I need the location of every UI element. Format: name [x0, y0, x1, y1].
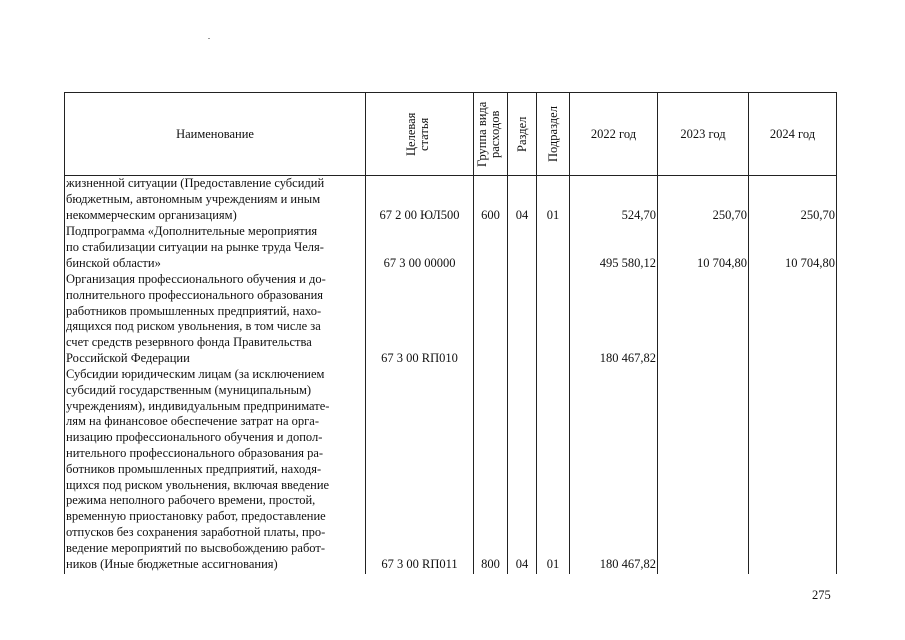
header-2024-label: 2024 год [769, 126, 816, 141]
header-section [508, 92, 536, 175]
name-line: бюджетным, автономным учреждениям и иным [66, 191, 321, 206]
row-section: 04 [515, 208, 529, 222]
row-target-article: 67 3 00 RП011 [381, 557, 458, 571]
header-expense-group [474, 92, 507, 175]
row-expense-group: 800 [481, 557, 500, 571]
name-line: Субсидии юридическим лицам (за исключением [66, 367, 325, 381]
row-target-article: 67 3 00 00000 [383, 256, 456, 270]
scan-speck [208, 38, 210, 39]
name-line: учреждениям), индивидуальным предпринимате- [66, 398, 330, 413]
name-line: Подпрограмма «Дополнительные мероприятия [66, 224, 318, 238]
header-name [65, 92, 365, 175]
name-line: бинской области» [66, 255, 161, 270]
row-expense-group: 600 [481, 208, 500, 222]
name-line: субсидий государственным (муниципальным) [66, 382, 312, 397]
header-name-label: Наименование [176, 126, 254, 141]
header-subsection-label: Подраздел [545, 105, 560, 162]
name-line: лям на финансовое обеспечение затрат на орга- [66, 414, 319, 429]
name-line: нительного профессионального образования ра- [66, 445, 324, 460]
name-line: отпусков без сохранения заработной платы, про- [66, 524, 326, 539]
row-2024: 250,70 [800, 208, 835, 222]
page-number: 275 [812, 588, 831, 602]
header-expense-group-label: Группа вида расходов [474, 100, 502, 167]
name-line: Российской Федерации [66, 350, 190, 365]
name-line: ников (Иные бюджетные ассигнования) [66, 556, 278, 571]
budget-table [64, 92, 837, 574]
row-2024: 10 704,80 [785, 256, 835, 270]
row-2022: 180 467,82 [599, 557, 656, 571]
row-2022: 524,70 [621, 208, 656, 222]
name-line: ведение мероприятий по высвобождению работ- [66, 540, 326, 555]
name-line: счет средств резервного фонда Правительства [66, 335, 312, 350]
header-2023 [658, 92, 748, 175]
row-target-article: 67 3 00 RП010 [381, 351, 458, 365]
row-2023: 250,70 [712, 208, 747, 222]
row-section: 04 [515, 557, 529, 571]
name-line: по стабилизации ситуации на рынке труда Челя- [66, 239, 324, 254]
header-2022-label: 2022 год [590, 126, 637, 141]
row-target-article: 67 2 00 ЮЛ500 [379, 208, 460, 222]
header-2022 [570, 92, 657, 175]
col-border [836, 92, 837, 574]
name-line: режима неполного рабочего времени, простой, [66, 493, 316, 508]
row-2022: 180 467,82 [599, 351, 656, 365]
name-line: полнительного профессионального образования [66, 287, 324, 302]
header-subsection [537, 92, 569, 175]
name-line: временную приостановку работ, предоставление [66, 509, 326, 524]
row-subsection: 01 [546, 208, 560, 222]
header-2023-label: 2023 год [680, 126, 726, 141]
name-line: жизненной ситуации (Предоставление субсидий [66, 176, 325, 190]
name-line: дящихся под риском увольнения, в том числе за [66, 319, 321, 334]
table-row-name [66, 224, 360, 271]
header-target-article [366, 92, 473, 175]
header-target-article-label: Целевая статья [403, 111, 431, 156]
row-2023: 10 704,80 [697, 256, 747, 270]
table-row-name [66, 367, 360, 572]
header-section-label: Раздел [514, 115, 529, 152]
name-line: ботников промышленных предприятий, находя- [66, 461, 322, 476]
header-2024 [749, 92, 836, 175]
row-2022: 495 580,12 [599, 256, 656, 270]
name-line: работников промышленных предприятий, нахо- [66, 303, 322, 318]
name-line: некоммерческим организациям) [66, 207, 237, 222]
table-row-name [66, 272, 360, 367]
name-line: низацию профессионального обучения и допол- [66, 430, 323, 445]
name-line: Организация профессионального обучения и до- [66, 272, 326, 286]
name-line: щихся под риском увольнения, включая введение [66, 477, 330, 492]
row-subsection: 01 [546, 557, 560, 571]
table-row-name [66, 176, 360, 223]
